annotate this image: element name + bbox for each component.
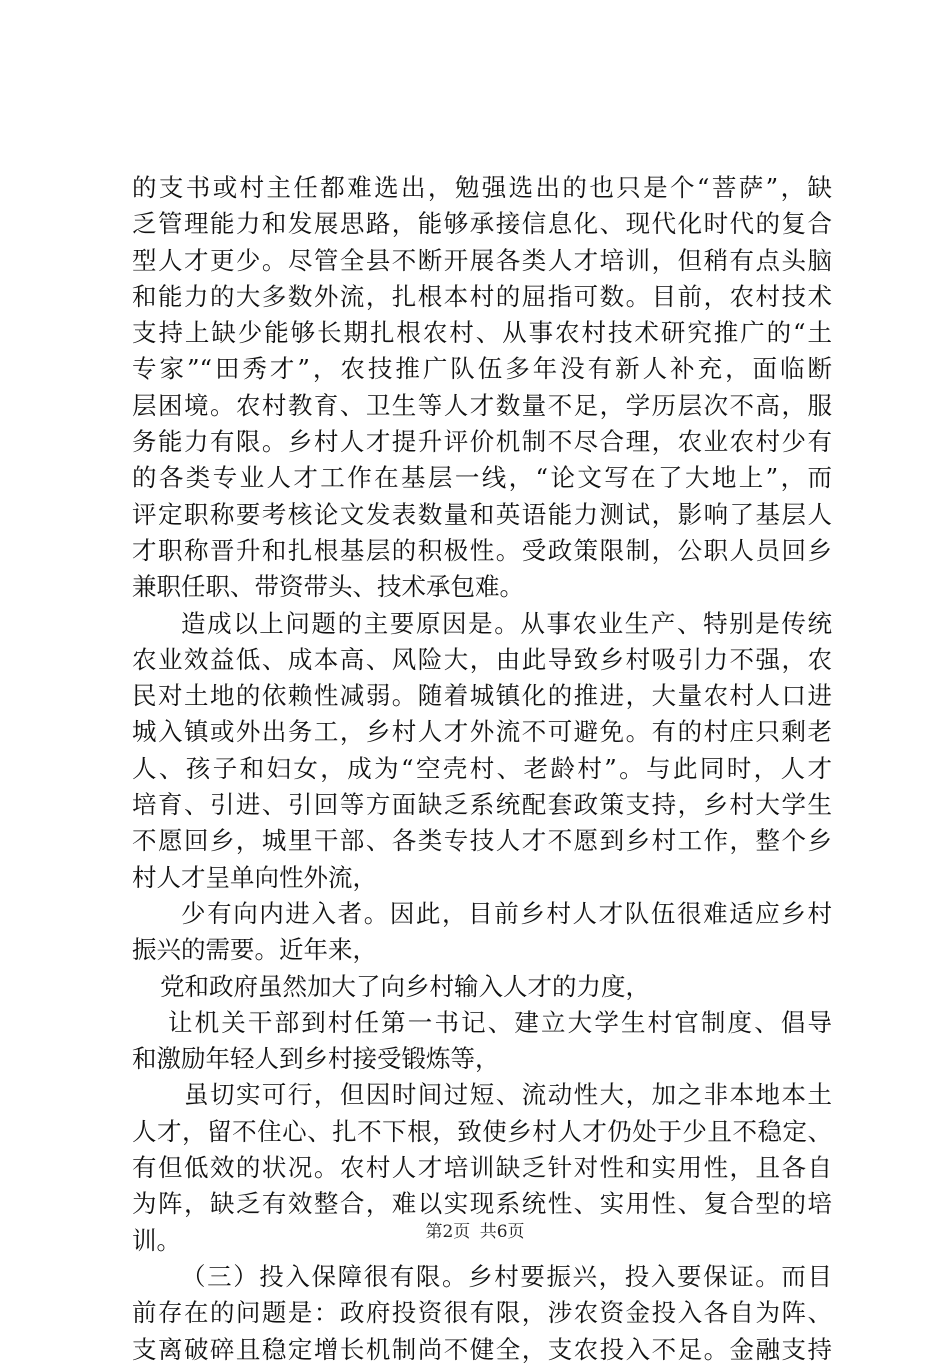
text-line: 农业效益低、成本高、风险大，由此导致乡村吸引力不强，农 xyxy=(132,644,832,674)
text-line: 城入镇或外出务工，乡村人才外流不可避免。有的村庄只剩老 xyxy=(132,717,832,747)
text-line: 民对土地的依赖性减弱。随着城镇化的推进，大量农村人口进 xyxy=(132,681,832,711)
text-line: 层困境。农村教育、卫生等人才数量不足，学历层次不高，服 xyxy=(132,390,832,420)
text-line: 党和政府虽然加大了向乡村输入人才的力度， xyxy=(160,971,650,1001)
text-line: 让机关干部到村任第一书记、建立大学生村官制度、倡导 xyxy=(168,1007,832,1037)
body-text xyxy=(132,170,832,1368)
text-line: 人才，留不住心、扎不下根，致使乡村人才仍处于少且不稳定、 xyxy=(132,1116,832,1146)
text-line: 振兴的需要。近年来， xyxy=(132,935,377,965)
text-line: 少有向内进入者。因此，目前乡村人才队伍很难适应乡村 xyxy=(181,898,832,928)
text-line: 人、孩子和妇女，成为“空壳村、老龄村”。与此同时，人才 xyxy=(132,753,832,783)
text-line: 专家”“田秀才”，农技推广队伍多年没有新人补充，面临断 xyxy=(132,354,832,384)
text-line: 兼职任职、带资带头、技术承包难。 xyxy=(132,572,524,602)
text-line: 务能力有限。乡村人才提升评价机制不尽合理，农业农村少有 xyxy=(132,427,832,457)
text-line: 评定职称要考核论文发表数量和英语能力测试，影响了基层人 xyxy=(132,499,832,529)
text-line: 支离破碎且稳定增长机制尚不健全，支农投入不足。金融支持 xyxy=(132,1334,832,1364)
text-line: 乏管理能力和发展思路，能够承接信息化、现代化时代的复合 xyxy=(132,209,832,239)
text-line: 的各类专业人才工作在基层一线，“论文写在了大地上”，而 xyxy=(132,463,832,493)
text-line: 前存在的问题是：政府投资很有限，涉农资金投入各自为阵、 xyxy=(132,1298,832,1328)
page-number: 第2页 xyxy=(425,1222,471,1242)
text-line: 和激励年轻人到乡村接受锻炼等， xyxy=(132,1044,500,1074)
text-line: 不愿回乡，城里干部、各类专技人才不愿到乡村工作，整个乡 xyxy=(132,826,832,856)
page-footer xyxy=(0,1217,950,1242)
text-line: 为阵，缺乏有效整合，难以实现系统性、实用性、复合型的培 xyxy=(132,1189,832,1219)
text-line: 有但低效的状况。农村人才培训缺乏针对性和实用性，且各自 xyxy=(132,1153,832,1183)
text-line: 的支书或村主任都难选出，勉强选出的也只是个“菩萨”，缺 xyxy=(132,173,832,202)
text-line: 和能力的大多数外流，扎根本村的屈指可数。目前，农村技术 xyxy=(132,281,832,311)
text-line: 支持上缺少能够长期扎根农村、从事农村技术研究推广的“土 xyxy=(132,318,832,348)
text-line: 培育、引进、引回等方面缺乏系统配套政策支持，乡村大学生 xyxy=(132,790,832,820)
text-line: 才职称晋升和扎根基层的积极性。受政策限制，公职人员回乡 xyxy=(132,535,832,565)
text-line: 训。 xyxy=(132,1225,181,1255)
text-line: 型人才更少。尽管全县不断开展各类人才培训，但稍有点头脑 xyxy=(132,245,832,275)
total-pages: 共6页 xyxy=(479,1222,525,1242)
text-line: 村人才呈单向性外流， xyxy=(132,862,377,892)
text-line: 造成以上问题的主要原因是。从事农业生产、特别是传统 xyxy=(181,608,832,638)
text-line: （三）投入保障很有限。乡村要振兴，投入要保证。而目 xyxy=(181,1261,832,1291)
text-line: 虽切实可行，但因时间过短、流动性大，加之非本地本土 xyxy=(184,1080,832,1110)
